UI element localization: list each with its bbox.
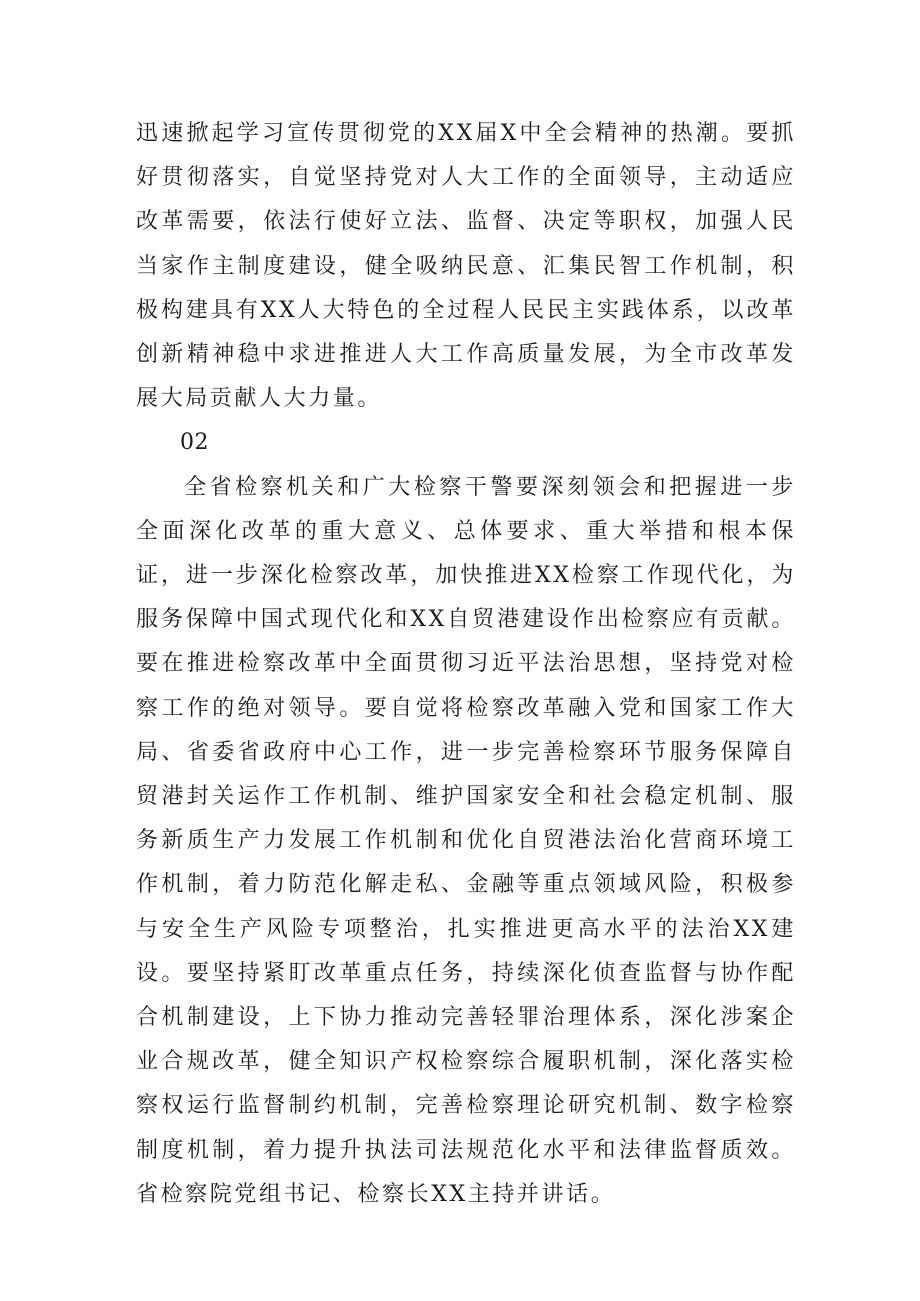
paragraph-section-02: 全省检察机关和广大检察干警要深刻领会和把握进一步全面深化改革的重大意义、总体要求、重大举措和根本保证，进一步深化检察改革，加快推进XX检察工作现代化，为服务保障中国式现代化和XX自贸港建设作出检察应有贡献。要在推进检察改革中全面贯彻习近平法治思想，坚持党对检察工作的绝对领导。要自觉将检察改革融入党和国家工作大局、省委省政府中心工作，进一步完善检察环节服务保障自贸港封关运作工作机制、维护国家安全和社会稳定机制、服务新质生产力发展工作机制和优化自贸港法治化营商环境工作机制，着力防范化解走私、金融等重点领域风险，积极参与安全生产风险专项整治，扎实推进更高水平的法治XX建设。要坚持紧盯改革重点任务，持续深化侦查监督与协作配合机制建设，上下协力推动完善轻罪治理体系，深化涉案企业合规改革，健全知识产权检察综合履职机制，深化落实检察权运行监督制约机制，完善检察理论研究机制、数字检察制度机制，着力提升执法司法规范化水平和法律监督质效。省检察院党组书记、检察长XX主持并讲话。	[136, 474, 796, 1207]
document-body	[136, 112, 796, 1217]
section-number: 02	[180, 430, 209, 456]
paragraph-continuation: 迅速掀起学习宣传贯彻党的XX届X中全会精神的热潮。要抓好贯彻落实，自觉坚持党对人大工作的全面领导，主动适应改革需要，依法行使好立法、监督、决定等职权，加强人民当家作主制度建设，健全吸纳民意、汇集民智工作机制，积极构建具有XX人大特色的全过程人民民主实践体系，以改革创新精神稳中求进推进人大工作高质量发展，为全市改革发展大局贡献人大力量。	[136, 121, 796, 412]
